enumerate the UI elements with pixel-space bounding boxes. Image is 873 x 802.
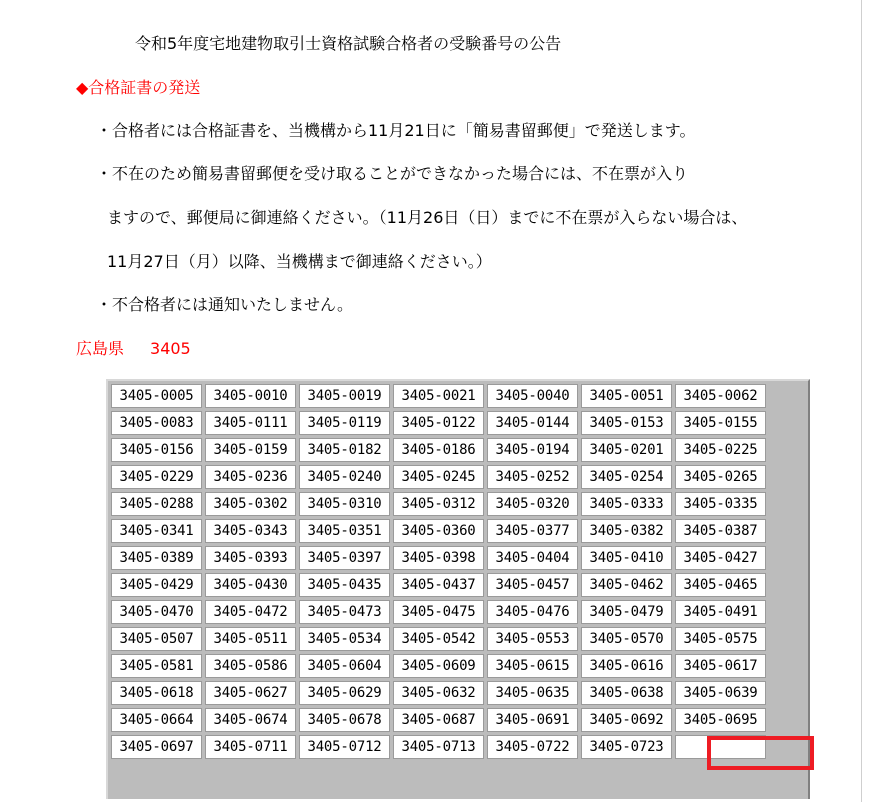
- exam-number-cell: 3405-0410: [581, 546, 672, 570]
- exam-number-cell: 3405-0005: [111, 384, 202, 408]
- table-row: [111, 465, 766, 489]
- passing-numbers-table-frame: [106, 379, 810, 799]
- exam-number-cell: 3405-0632: [393, 681, 484, 705]
- note-line-5: ・不合格者には通知いたしません。: [96, 295, 353, 314]
- table-row: [111, 654, 766, 678]
- exam-number-cell: 3405-0674: [205, 708, 296, 732]
- exam-number-cell: 3405-0194: [487, 438, 578, 462]
- exam-number-cell: 3405-0360: [393, 519, 484, 543]
- exam-number-cell: 3405-0245: [393, 465, 484, 489]
- table-row: [111, 546, 766, 570]
- exam-number-cell: 3405-0697: [111, 735, 202, 759]
- table-row: [111, 600, 766, 624]
- table-row: [111, 438, 766, 462]
- exam-number-cell: 3405-0618: [111, 681, 202, 705]
- exam-number-cell: 3405-0581: [111, 654, 202, 678]
- prefecture-name: 広島県: [76, 339, 125, 358]
- highlighted-exam-number-cell: 3405-0695: [675, 708, 766, 732]
- exam-number-cell: 3405-0635: [487, 681, 578, 705]
- exam-number-cell: 3405-0382: [581, 519, 672, 543]
- table-row: [111, 735, 766, 759]
- exam-number-cell: 3405-0062: [675, 384, 766, 408]
- exam-number-cell: 3405-0430: [205, 573, 296, 597]
- exam-number-cell: 3405-0427: [675, 546, 766, 570]
- exam-number-cell: 3405-0351: [299, 519, 390, 543]
- exam-number-cell: 3405-0111: [205, 411, 296, 435]
- exam-number-cell: 3405-0462: [581, 573, 672, 597]
- exam-number-cell: 3405-0051: [581, 384, 672, 408]
- page-right-divider: [861, 0, 862, 802]
- exam-number-cell: 3405-0265: [675, 465, 766, 489]
- exam-number-cell: 3405-0155: [675, 411, 766, 435]
- prefecture-code: 3405: [150, 339, 191, 358]
- exam-number-cell: 3405-0254: [581, 465, 672, 489]
- table-row: [111, 519, 766, 543]
- exam-number-cell: 3405-0310: [299, 492, 390, 516]
- exam-number-cell: 3405-0144: [487, 411, 578, 435]
- exam-number-cell: 3405-0153: [581, 411, 672, 435]
- exam-number-cell: 3405-0542: [393, 627, 484, 651]
- exam-number-cell: 3405-0627: [205, 681, 296, 705]
- exam-number-cell: 3405-0387: [675, 519, 766, 543]
- exam-number-cell: 3405-0604: [299, 654, 390, 678]
- exam-number-cell: 3405-0664: [111, 708, 202, 732]
- exam-number-cell: 3405-0122: [393, 411, 484, 435]
- exam-number-cell: 3405-0472: [205, 600, 296, 624]
- note-line-4: 11月27日（月）以降、当機構まで御連絡ください。）: [107, 252, 492, 271]
- exam-number-cell: 3405-0511: [205, 627, 296, 651]
- exam-number-cell: 3405-0475: [393, 600, 484, 624]
- exam-number-cell: 3405-0225: [675, 438, 766, 462]
- exam-number-cell: 3405-0678: [299, 708, 390, 732]
- exam-number-cell: 3405-0343: [205, 519, 296, 543]
- exam-number-cell: 3405-0288: [111, 492, 202, 516]
- exam-number-cell: 3405-0119: [299, 411, 390, 435]
- exam-number-cell: 3405-0713: [393, 735, 484, 759]
- note-line-3: ますので、郵便局に御連絡ください。（11月26日（日）までに不在票が入らない場合は、: [107, 208, 748, 227]
- exam-number-cell: 3405-0404: [487, 546, 578, 570]
- exam-number-cell: 3405-0479: [581, 600, 672, 624]
- exam-number-cell: 3405-0473: [299, 600, 390, 624]
- exam-number-cell: 3405-0639: [675, 681, 766, 705]
- exam-number-cell: 3405-0083: [111, 411, 202, 435]
- certificate-section-heading: ◆合格証書の発送: [76, 78, 201, 97]
- exam-number-cell: 3405-0575: [675, 627, 766, 651]
- exam-number-cell: 3405-0159: [205, 438, 296, 462]
- exam-number-cell: 3405-0507: [111, 627, 202, 651]
- exam-number-cell: 3405-0021: [393, 384, 484, 408]
- exam-number-cell: 3405-0691: [487, 708, 578, 732]
- exam-number-cell: 3405-0156: [111, 438, 202, 462]
- exam-number-cell: 3405-0429: [111, 573, 202, 597]
- exam-number-cell: 3405-0320: [487, 492, 578, 516]
- exam-number-cell: 3405-0476: [487, 600, 578, 624]
- table-row: [111, 492, 766, 516]
- exam-number-cell: 3405-0229: [111, 465, 202, 489]
- exam-number-cell: 3405-0722: [487, 735, 578, 759]
- exam-number-cell: 3405-0186: [393, 438, 484, 462]
- exam-number-cell: 3405-0302: [205, 492, 296, 516]
- exam-number-cell: 3405-0182: [299, 438, 390, 462]
- passing-numbers-table: [108, 381, 769, 762]
- table-row: [111, 411, 766, 435]
- exam-number-cell: 3405-0240: [299, 465, 390, 489]
- exam-number-cell: 3405-0615: [487, 654, 578, 678]
- exam-number-cell: 3405-0335: [675, 492, 766, 516]
- exam-number-cell: 3405-0010: [205, 384, 296, 408]
- page-title: 令和5年度宅地建物取引士資格試験合格者の受験番号の公告: [135, 34, 562, 53]
- table-row: [111, 681, 766, 705]
- exam-number-cell: 3405-0491: [675, 600, 766, 624]
- exam-number-cell: 3405-0638: [581, 681, 672, 705]
- exam-number-cell: 3405-0629: [299, 681, 390, 705]
- exam-number-cell: 3405-0389: [111, 546, 202, 570]
- exam-number-cell: 3405-0201: [581, 438, 672, 462]
- exam-number-cell: 3405-0019: [299, 384, 390, 408]
- table-row: [111, 627, 766, 651]
- exam-number-cell: 3405-0617: [675, 654, 766, 678]
- exam-number-cell: 3405-0711: [205, 735, 296, 759]
- table-row: [111, 384, 766, 408]
- exam-number-cell: 3405-0465: [675, 573, 766, 597]
- exam-number-cell: 3405-0393: [205, 546, 296, 570]
- exam-number-cell: 3405-0341: [111, 519, 202, 543]
- table-row: [111, 573, 766, 597]
- exam-number-cell: 3405-0040: [487, 384, 578, 408]
- exam-number-cell: 3405-0236: [205, 465, 296, 489]
- exam-number-cell: 3405-0723: [581, 735, 672, 759]
- exam-number-cell: 3405-0437: [393, 573, 484, 597]
- exam-number-cell: 3405-0312: [393, 492, 484, 516]
- note-line-1: ・合格者には合格証書を、当機構から11月21日に「簡易書留郵便」で発送します。: [96, 121, 696, 140]
- exam-number-cell: 3405-0377: [487, 519, 578, 543]
- exam-number-cell: 3405-0397: [299, 546, 390, 570]
- exam-number-cell: 3405-0712: [299, 735, 390, 759]
- exam-number-cell: 3405-0609: [393, 654, 484, 678]
- exam-number-cell: 3405-0586: [205, 654, 296, 678]
- exam-number-cell: 3405-0333: [581, 492, 672, 516]
- note-line-2: ・不在のため簡易書留郵便を受け取ることができなかった場合には、不在票が入り: [96, 164, 689, 183]
- exam-number-cell: 3405-0457: [487, 573, 578, 597]
- exam-number-cell: 3405-0398: [393, 546, 484, 570]
- exam-number-cell: 3405-0553: [487, 627, 578, 651]
- exam-number-cell: 3405-0570: [581, 627, 672, 651]
- empty-cell: [675, 735, 766, 759]
- exam-number-cell: 3405-0692: [581, 708, 672, 732]
- prefecture-heading: [76, 339, 191, 359]
- exam-number-cell: 3405-0687: [393, 708, 484, 732]
- exam-number-cell: 3405-0616: [581, 654, 672, 678]
- exam-number-cell: 3405-0470: [111, 600, 202, 624]
- exam-number-cell: 3405-0435: [299, 573, 390, 597]
- exam-number-cell: 3405-0252: [487, 465, 578, 489]
- table-row: [111, 708, 766, 732]
- exam-number-cell: 3405-0534: [299, 627, 390, 651]
